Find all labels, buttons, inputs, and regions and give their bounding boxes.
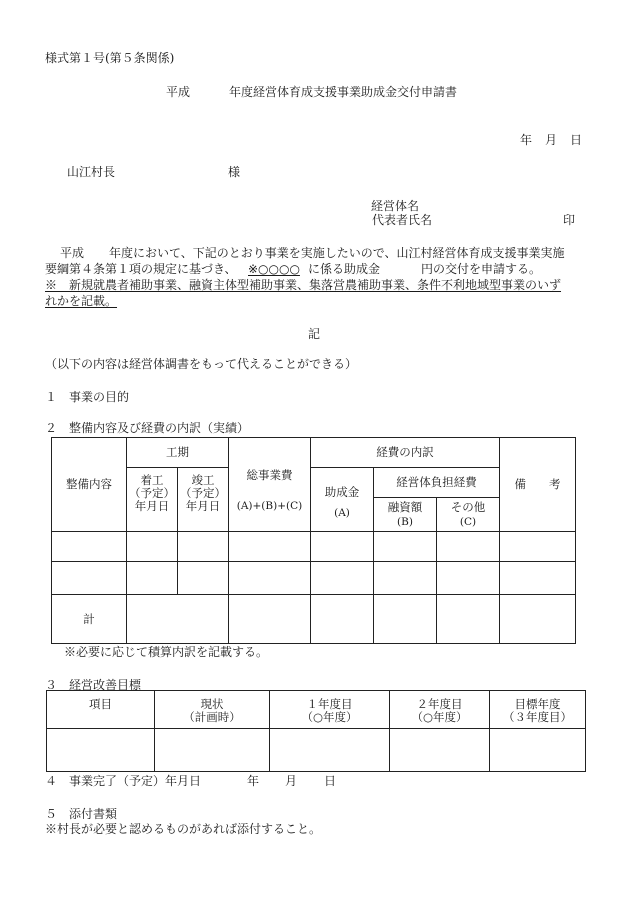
body-line2-ref: ※○○○○ — [248, 262, 300, 276]
th-total-formula: (A)+(B)+(C) — [236, 499, 303, 512]
table-row — [52, 532, 576, 562]
representative-label: 代表者氏名 — [372, 213, 433, 227]
expense-table — [51, 437, 576, 644]
th-period: 工期 — [127, 438, 229, 468]
table-cell[interactable] — [270, 729, 390, 772]
th-year1 — [270, 691, 390, 729]
addressee-name: 山江村長 — [67, 165, 116, 179]
th-total-label: 総事業費 — [246, 467, 293, 482]
th-current-l1: 現状 — [200, 697, 224, 711]
table-cell[interactable] — [437, 595, 500, 644]
th-current-l2: （計画時） — [183, 710, 241, 724]
table-cell[interactable] — [311, 532, 374, 562]
page-title: 年度経営体育成支援事業助成金交付申請書 — [229, 85, 458, 99]
section-5-note: ※村長が必要と認めるものがあれば添付すること。 — [45, 822, 322, 836]
th-subsidy-code: (A) — [334, 506, 350, 519]
th-year2-l2: （○年度） — [411, 710, 468, 724]
th-item-l1: 項目 — [89, 697, 112, 711]
th-year1-l1: １年度目 — [306, 697, 353, 711]
th-other-label: その他 — [450, 499, 486, 514]
table-cell[interactable] — [500, 595, 576, 644]
table-cell[interactable] — [178, 562, 229, 595]
th-content: 整備内容 — [52, 438, 127, 532]
table-row — [52, 562, 576, 595]
table-cell[interactable] — [500, 562, 576, 595]
substitute-note: （以下の内容は経営体調書をもって代えることができる） — [45, 357, 358, 371]
section-4-heading: ４ 事業完了（予定）年月日 — [45, 774, 202, 788]
table-cell[interactable] — [155, 729, 270, 772]
th-end-l2: （予定） — [180, 486, 226, 500]
th-other — [437, 498, 500, 532]
table-cell[interactable] — [127, 532, 178, 562]
table-cell[interactable] — [437, 562, 500, 595]
ki-heading: 記 — [308, 327, 321, 341]
th-remarks: 備 考 — [500, 438, 576, 532]
table-row — [47, 729, 586, 772]
table-cell[interactable] — [52, 532, 127, 562]
table-cell[interactable] — [52, 562, 127, 595]
th-other-code: (C) — [459, 515, 477, 528]
table1-note: ※必要に応じて積算内訳を記載する。 — [64, 645, 269, 659]
th-loan-label: 融資額 — [387, 499, 423, 514]
th-total — [229, 438, 311, 532]
table-cell[interactable] — [390, 729, 490, 772]
table-cell[interactable] — [374, 562, 437, 595]
total-row — [52, 595, 576, 644]
section-5-heading: ５ 添付書類 — [45, 807, 118, 821]
th-start-l3: 年月日 — [134, 499, 170, 513]
th-end — [178, 468, 229, 532]
th-loan — [374, 498, 437, 532]
table-cell[interactable] — [437, 532, 500, 562]
th-item — [47, 691, 155, 729]
section-1-heading: １ 事業の目的 — [45, 390, 130, 404]
table-cell[interactable] — [229, 562, 311, 595]
th-start-l2: （予定） — [129, 486, 175, 500]
table-cell[interactable] — [178, 532, 229, 562]
note-line1: ※ 新規就農者補助事業、融資主体型補助事業、集落営農補助事業、条件不利地域型事業のいず — [45, 278, 562, 292]
table-cell[interactable] — [374, 595, 437, 644]
completion-year: 年 — [247, 774, 260, 788]
entity-name-label: 経営体名 — [371, 199, 420, 213]
th-year2-l1: ２年度目 — [416, 697, 463, 711]
table-cell[interactable] — [490, 729, 586, 772]
th-end-l1: 竣工 — [191, 473, 215, 487]
table-cell[interactable] — [47, 729, 155, 772]
table-cell[interactable] — [127, 595, 229, 644]
table-cell[interactable] — [374, 532, 437, 562]
table-cell[interactable] — [229, 532, 311, 562]
th-target-l1: 目標年度 — [514, 697, 561, 711]
date-year: 年 — [520, 133, 533, 147]
seal-mark: 印 — [563, 213, 576, 227]
note-line2: れかを記載。 — [45, 294, 118, 308]
table-cell[interactable] — [311, 562, 374, 595]
th-year2 — [390, 691, 490, 729]
date-day: 日 — [570, 133, 583, 147]
body-line2-b: に係る助成金 — [308, 262, 381, 276]
th-end-l3: 年月日 — [185, 499, 221, 513]
table-cell[interactable] — [311, 595, 374, 644]
form-number: 様式第１号(第５条関係) — [45, 51, 175, 65]
date-month: 月 — [545, 133, 558, 147]
table-cell[interactable] — [229, 595, 311, 644]
addressee-honorific: 様 — [228, 165, 241, 179]
th-subsidy — [311, 468, 374, 532]
body-line2-a: 要綱第４条第１項の規定に基づき、 — [45, 262, 237, 276]
completion-month: 月 — [285, 774, 298, 788]
th-start-l1: 着工 — [140, 473, 164, 487]
body-era: 平成 — [60, 246, 85, 260]
th-subsidy-label: 助成金 — [324, 484, 360, 499]
th-loan-code: (B) — [397, 515, 413, 528]
th-target — [490, 691, 586, 729]
title-era: 平成 — [166, 85, 191, 99]
th-target-l2: （３年度目） — [503, 710, 572, 724]
table-cell[interactable] — [127, 562, 178, 595]
th-burden: 経営体負担経費 — [374, 468, 500, 498]
section-3-heading: ３ 経営改善目標 — [45, 678, 142, 692]
section-2-heading: ２ 整備内容及び経費の内訳（実績） — [45, 421, 250, 435]
th-year1-l2: （○年度） — [301, 710, 358, 724]
th-breakdown: 経費の内訳 — [311, 438, 500, 468]
improvement-table — [46, 690, 586, 772]
th-current — [155, 691, 270, 729]
total-label: 計 — [52, 595, 127, 644]
table-cell[interactable] — [500, 532, 576, 562]
body-line1: 年度において、下記のとおり事業を実施したいので、山江村経営体育成支援事業実施 — [109, 246, 565, 260]
body-line2-c: 円の交付を申請する。 — [421, 262, 542, 276]
th-start — [127, 468, 178, 532]
completion-day: 日 — [324, 774, 337, 788]
